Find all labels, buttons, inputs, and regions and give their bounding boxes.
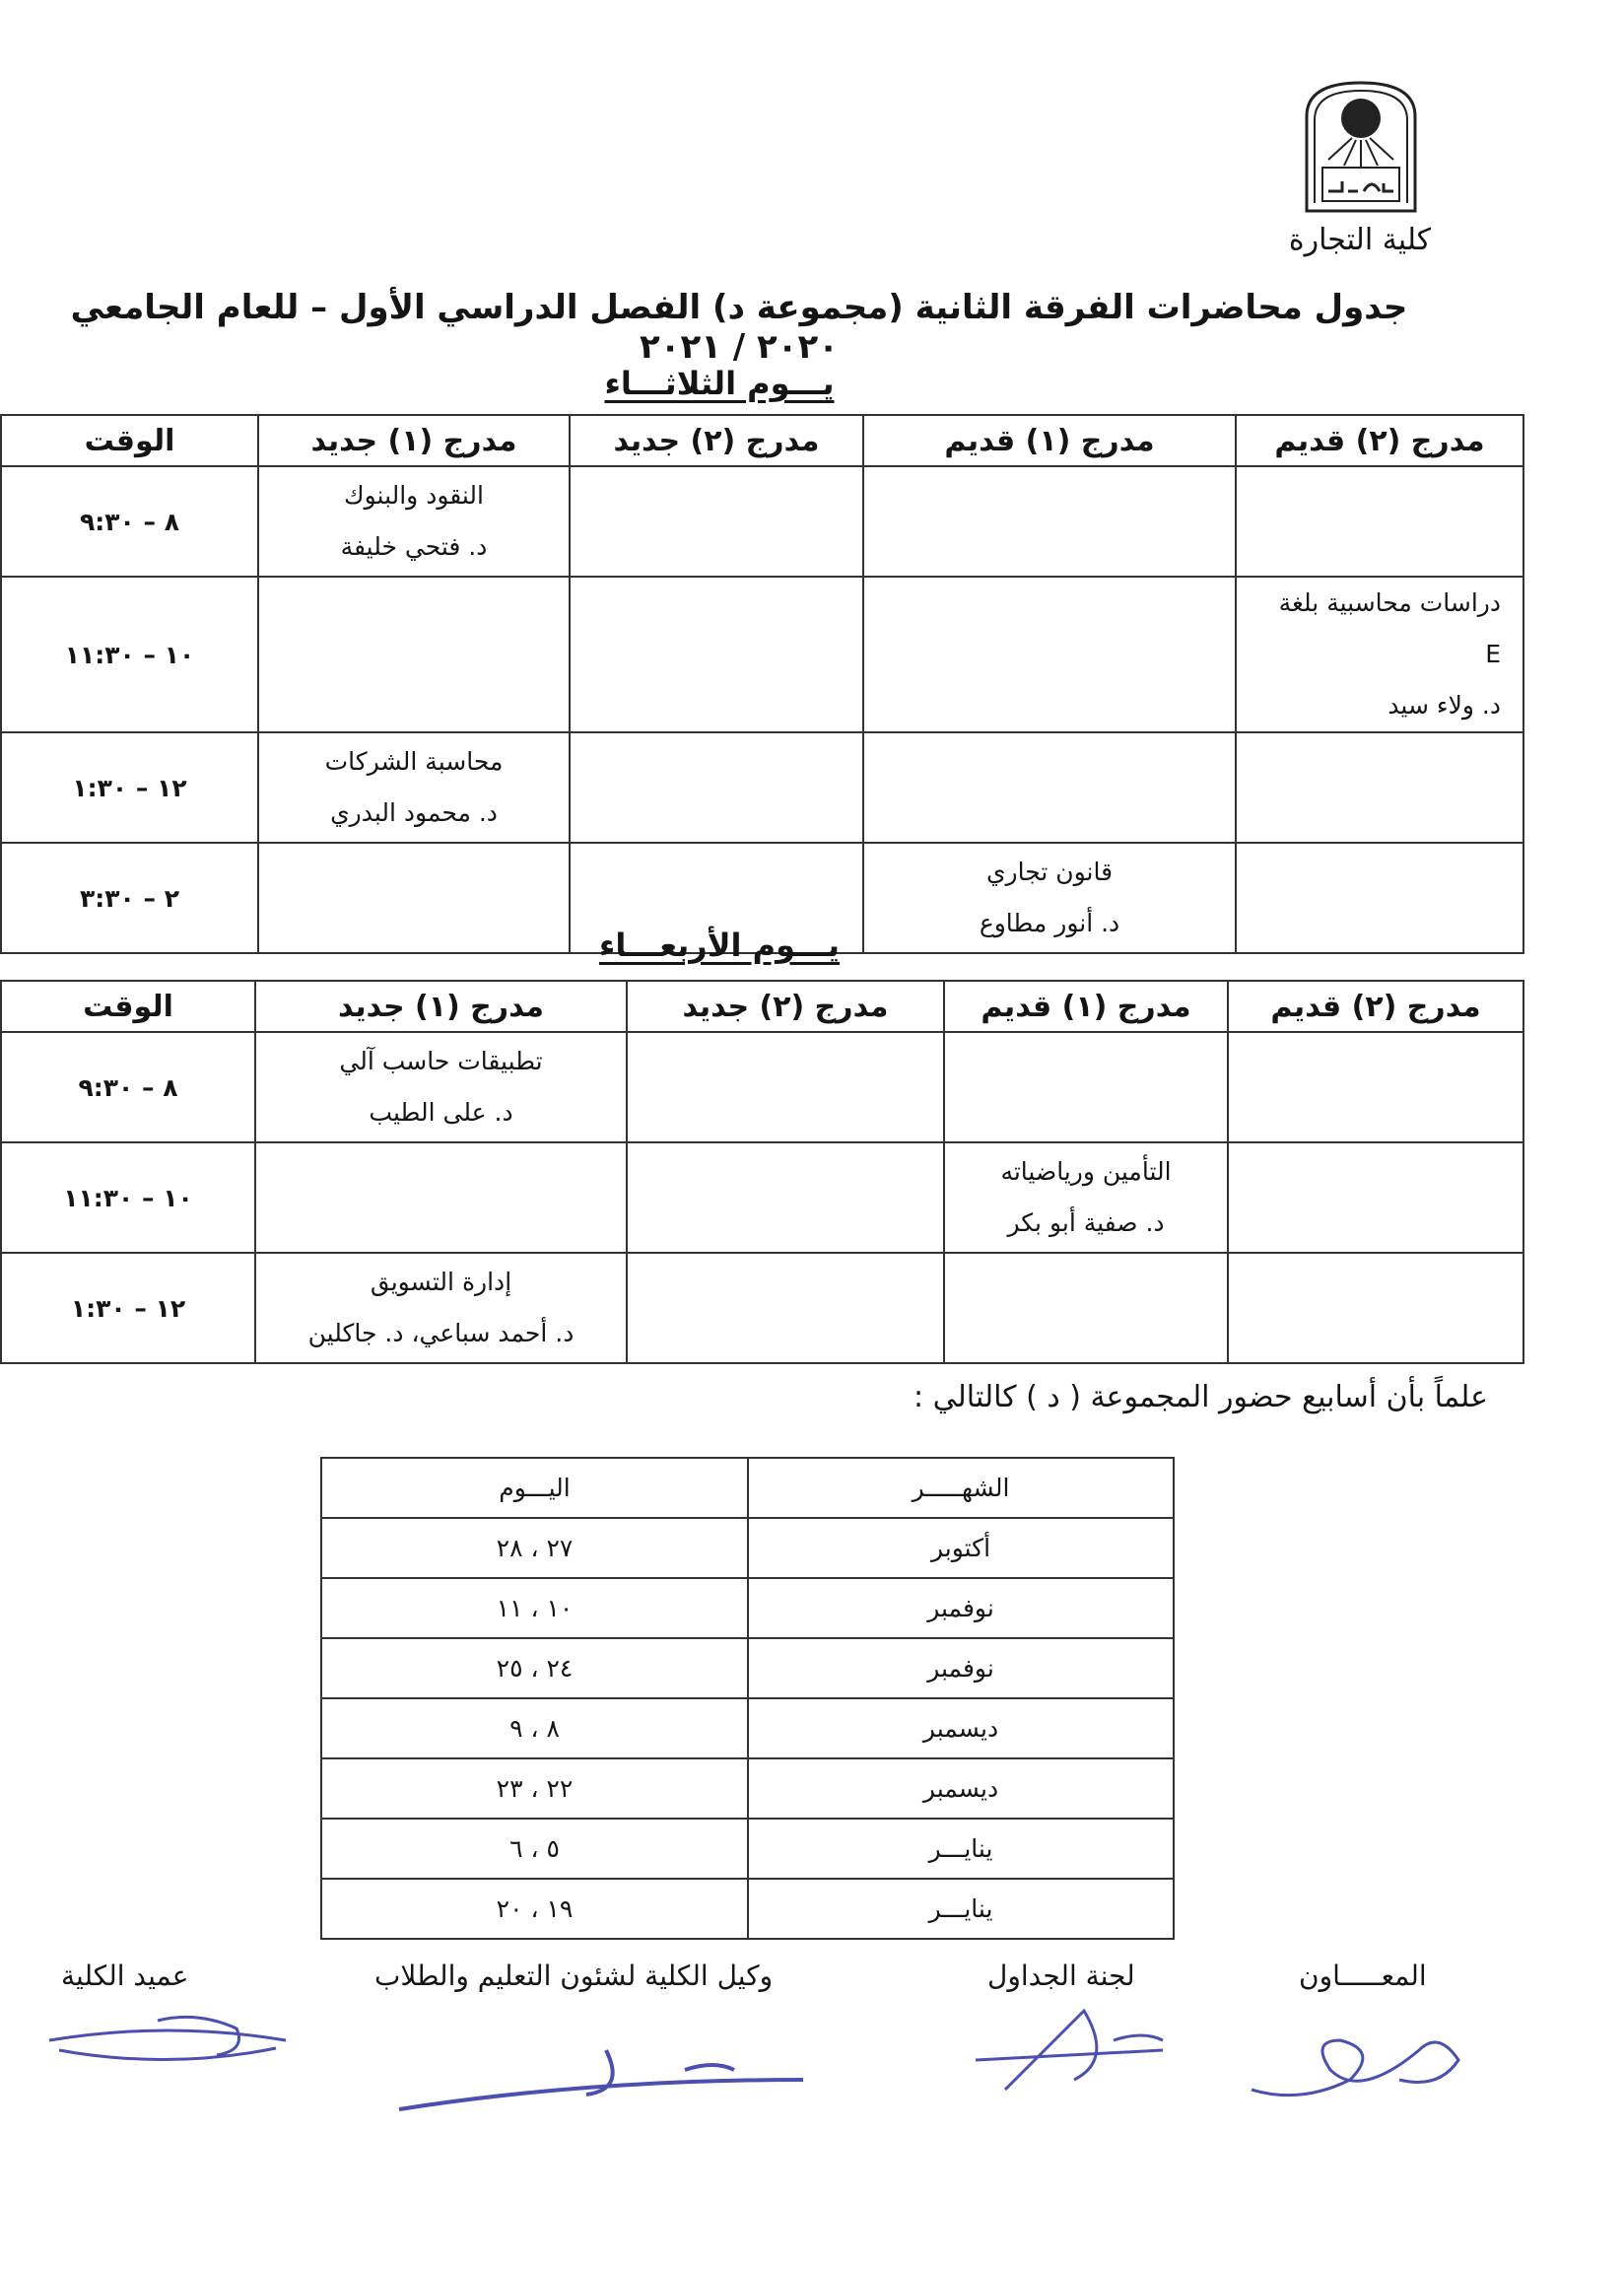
table-row: [1, 577, 1523, 732]
signature-assistant: [1242, 2011, 1488, 2109]
month-cell: نوفمبر: [748, 1638, 1174, 1698]
schedule-table-tuesday: [0, 414, 1524, 954]
signature-committee: [966, 2001, 1202, 2099]
column-header: مدرج (١) جديد: [255, 981, 627, 1032]
table-cell: محاسبة الشركات د. محمود البدري: [258, 732, 570, 843]
days-cell: ١٩ ، ٢٠: [321, 1879, 748, 1939]
table-cell: [863, 466, 1236, 577]
table-cell: [627, 1253, 944, 1363]
table-row: [321, 1879, 1174, 1939]
table-cell: [863, 732, 1236, 843]
column-header: مدرج (٢) قديم: [1236, 415, 1523, 466]
table-cell: التأمين ورياضياته د. صفية أبو بكر: [944, 1142, 1228, 1253]
days-cell: ٥ ، ٦: [321, 1819, 748, 1879]
month-cell: ينايـــر: [748, 1879, 1174, 1939]
month-cell: أكتوبر: [748, 1518, 1174, 1578]
schedule-table-wednesday: [0, 980, 1524, 1364]
faculty-name: كلية التجارة: [1288, 223, 1432, 257]
table-row: [321, 1518, 1174, 1578]
table-row: [321, 1638, 1174, 1698]
column-header: مدرج (٢) جديد: [627, 981, 944, 1032]
table-cell: [863, 577, 1236, 732]
table-header-row: [321, 1458, 1174, 1518]
table-row: [321, 1819, 1174, 1879]
column-header: اليـــوم: [321, 1458, 748, 1518]
table-cell: [1236, 466, 1523, 577]
table-header-row: [1, 981, 1523, 1032]
day-title-wednesday: يـــوم الأربعـــاء: [599, 927, 840, 964]
table-cell: [570, 732, 863, 843]
table-cell: [944, 1253, 1228, 1363]
table-cell: قانون تجاري د. أنور مطاوع: [863, 843, 1236, 953]
table-row: [1, 466, 1523, 577]
days-cell: ٢٤ ، ٢٥: [321, 1638, 748, 1698]
day-title-tuesday: يـــوم الثلاثـــاء: [604, 365, 835, 402]
table-cell: [1228, 1032, 1523, 1142]
signature-dean: [39, 2001, 296, 2080]
column-header: مدرج (٢) جديد: [570, 415, 863, 466]
month-cell: نوفمبر: [748, 1578, 1174, 1638]
month-cell: ينايـــر: [748, 1819, 1174, 1879]
table-cell: النقود والبنوك د. فتحي خليفة: [258, 466, 570, 577]
page-title: جدول محاضرات الفرقة الثانية (مجموعة د) الفصل الدراسي الأول – للعام الجامعي ٢٠٢٠ / ٢٠٢١: [70, 288, 1408, 367]
signature-label-vice-dean: وكيل الكلية لشئون التعليم والطلاب: [374, 1960, 774, 1992]
table-cell: [944, 1032, 1228, 1142]
table-row: [321, 1758, 1174, 1819]
table-row: [1, 1142, 1523, 1253]
column-header: مدرج (١) جديد: [258, 415, 570, 466]
days-cell: ٨ ، ٩: [321, 1698, 748, 1758]
table-row: [1, 1032, 1523, 1142]
table-row: [1, 732, 1523, 843]
month-cell: ديسمبر: [748, 1698, 1174, 1758]
time-cell: ٨ – ٩:٣٠: [1, 466, 258, 577]
table-cell: إدارة التسويق د. أحمد سباعي، د. جاكلين: [255, 1253, 627, 1363]
table-cell: تطبيقات حاسب آلي د. على الطيب: [255, 1032, 627, 1142]
table-cell: [1236, 843, 1523, 953]
table-cell: [570, 577, 863, 732]
column-header: مدرج (١) قديم: [944, 981, 1228, 1032]
signature-vice-dean: [389, 2040, 813, 2119]
table-cell: [258, 577, 570, 732]
time-cell: ١٠ – ١١:٣٠: [1, 1142, 255, 1253]
table-cell: [1236, 732, 1523, 843]
time-cell: ١٢ – ١:٣٠: [1, 732, 258, 843]
table-cell: [255, 1142, 627, 1253]
attendance-note: علماً بأن أسابيع حضور المجموعة ( د ) كالتالي :: [914, 1380, 1488, 1414]
days-cell: ٢٢ ، ٢٣: [321, 1758, 748, 1819]
signature-label-dean: عميد الكلية: [61, 1960, 189, 1992]
column-header: مدرج (٢) قديم: [1228, 981, 1523, 1032]
table-cell: [570, 466, 863, 577]
table-header-row: [1, 415, 1523, 466]
month-cell: ديسمبر: [748, 1758, 1174, 1819]
university-logo: [1299, 77, 1423, 213]
days-cell: ٢٧ ، ٢٨: [321, 1518, 748, 1578]
table-cell: [1228, 1142, 1523, 1253]
attendance-weeks-table: [320, 1457, 1175, 1940]
signature-label-assistant: المعـــــاون: [1299, 1960, 1427, 1992]
table-cell: دراسات محاسبية بلغة E د. ولاء سيد: [1236, 577, 1523, 732]
time-cell: ١٠ – ١١:٣٠: [1, 577, 258, 732]
table-row: [321, 1578, 1174, 1638]
column-header: مدرج (١) قديم: [863, 415, 1236, 466]
days-cell: ١٠ ، ١١: [321, 1578, 748, 1638]
column-header: الوقت: [1, 415, 258, 466]
time-cell: ١٢ – ١:٣٠: [1, 1253, 255, 1363]
table-row: [321, 1698, 1174, 1758]
column-header: الوقت: [1, 981, 255, 1032]
time-cell: ٨ – ٩:٣٠: [1, 1032, 255, 1142]
column-header: الشهـــــر: [748, 1458, 1174, 1518]
table-cell: [627, 1142, 944, 1253]
time-cell: ٢ – ٣:٣٠: [1, 843, 258, 953]
signature-label-committee: لجنة الجداول: [987, 1960, 1135, 1992]
table-cell: [1228, 1253, 1523, 1363]
table-cell: [627, 1032, 944, 1142]
table-row: [1, 1253, 1523, 1363]
